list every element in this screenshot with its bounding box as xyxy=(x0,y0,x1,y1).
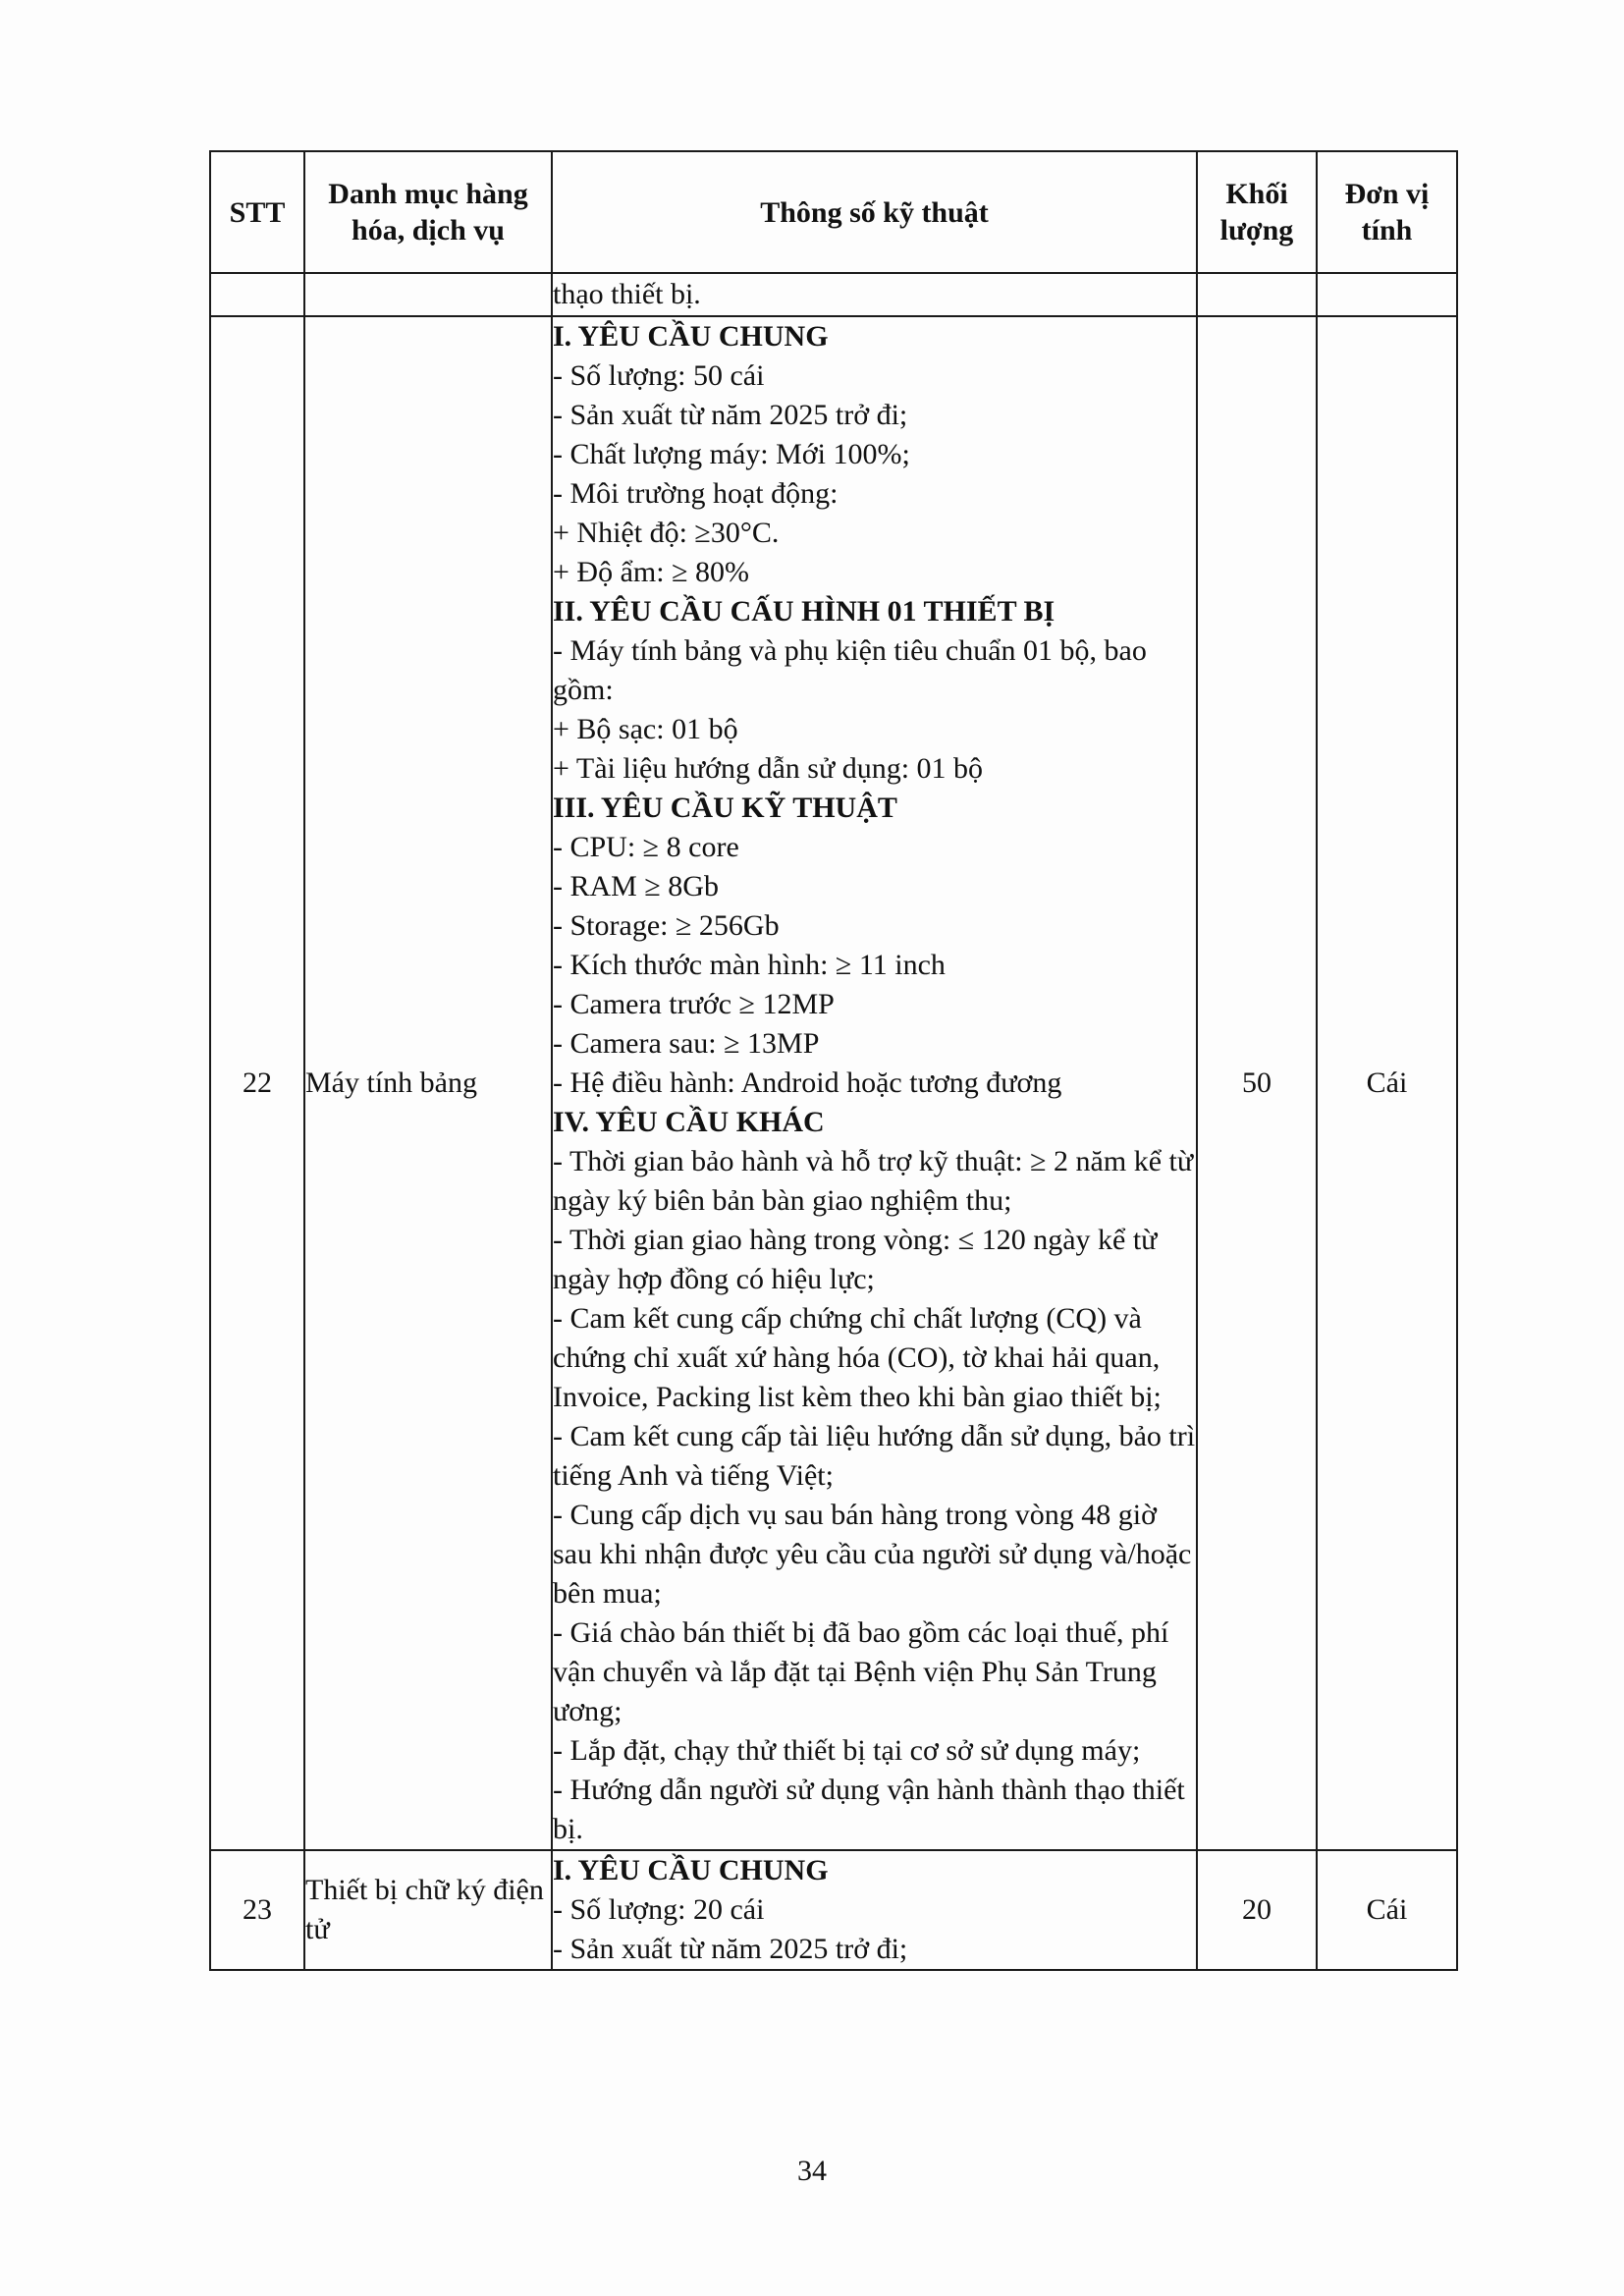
spec-line: - Sản xuất từ năm 2025 trở đi; xyxy=(553,399,908,431)
spec-line: - Cam kết cung cấp chứng chỉ chất lượng (CQ) và chứng chỉ xuất xứ hàng hóa (CO), tờ khai hải quan, Invoice, Packing list kèm theo khi bàn giao thiết bị; xyxy=(553,1302,1162,1413)
continuation-unit xyxy=(1317,273,1457,316)
spec-section-heading: I. YÊU CẦU CHUNG xyxy=(553,320,829,353)
row-stt: 22 xyxy=(210,316,304,1850)
spec-section-heading: IV. YÊU CẦU KHÁC xyxy=(553,1106,825,1138)
spec-line: - Sản xuất từ năm 2025 trở đi; xyxy=(553,1933,908,1965)
spec-line: + Độ ẩm: ≥ 80% xyxy=(553,556,750,588)
table-header-row xyxy=(210,151,1457,273)
spec-line: - Camera trước ≥ 12MP xyxy=(553,988,835,1020)
row-quantity: 50 xyxy=(1197,316,1317,1850)
spec-line: - Chất lượng máy: Mới 100%; xyxy=(553,438,910,470)
spec-line: - Cam kết cung cấp tài liệu hướng dẫn sử dụng, bảo trì tiếng Anh và tiếng Việt; xyxy=(553,1420,1196,1492)
header-stt: STT xyxy=(210,151,304,273)
row-specification xyxy=(552,316,1197,1850)
spec-line: + Bộ sạc: 01 bộ xyxy=(553,713,738,745)
spec-line: - Storage: ≥ 256Gb xyxy=(553,909,780,942)
row-stt: 23 xyxy=(210,1850,304,1970)
spec-line: - Số lượng: 20 cái xyxy=(553,1893,765,1926)
spec-line: - Số lượng: 50 cái xyxy=(553,359,765,392)
spec-line: - Camera sau: ≥ 13MP xyxy=(553,1027,820,1060)
spec-line: + Tài liệu hướng dẫn sử dụng: 01 bộ xyxy=(553,752,984,785)
spec-line: - CPU: ≥ 8 core xyxy=(553,831,739,863)
table-row xyxy=(210,1850,1457,1970)
row-unit: Cái xyxy=(1317,316,1457,1850)
spec-line: - Máy tính bảng và phụ kiện tiêu chuẩn 01 bộ, bao gồm: xyxy=(553,634,1147,706)
row-item-name: Máy tính bảng xyxy=(304,316,552,1850)
spec-line: - Môi trường hoạt động: xyxy=(553,477,839,510)
spec-line: - Giá chào bán thiết bị đã bao gồm các loại thuế, phí vận chuyển và lắp đặt tại Bệnh viện Phụ Sản Trung ương; xyxy=(553,1616,1169,1727)
spec-line: - Hệ điều hành: Android hoặc tương đương xyxy=(553,1066,1062,1099)
header-unit: Đơn vị tính xyxy=(1317,151,1457,273)
spec-line: - Kích thước màn hình: ≥ 11 inch xyxy=(553,949,946,981)
spec-section-heading: II. YÊU CẦU CẤU HÌNH 01 THIẾT BỊ xyxy=(553,595,1056,628)
row-specification xyxy=(552,1850,1197,1970)
spec-line: + Nhiệt độ: ≥30°C. xyxy=(553,517,780,549)
header-specification: Thông số kỹ thuật xyxy=(552,151,1197,273)
spec-line: - Thời gian giao hàng trong vòng: ≤ 120 ngày kể từ ngày hợp đồng có hiệu lực; xyxy=(553,1224,1158,1295)
spec-line: - Thời gian bảo hành và hỗ trợ kỹ thuật: ≥ 2 năm kể từ ngày ký biên bản bàn giao nghiệm thu; xyxy=(553,1145,1194,1217)
page-number: 34 xyxy=(797,2155,827,2187)
row-item-name: Thiết bị chữ ký điện tử xyxy=(304,1850,552,1970)
spec-line: - RAM ≥ 8Gb xyxy=(553,870,719,902)
continuation-spec: thạo thiết bị. xyxy=(552,273,1197,316)
continuation-stt xyxy=(210,273,304,316)
spec-section-heading: I. YÊU CẦU CHUNG xyxy=(553,1854,829,1886)
table-row xyxy=(210,316,1457,1850)
header-quantity: Khối lượng xyxy=(1197,151,1317,273)
continuation-row xyxy=(210,273,1457,316)
spec-line: - Lắp đặt, chạy thử thiết bị tại cơ sở sử dụng máy; xyxy=(553,1734,1141,1767)
continuation-name xyxy=(304,273,552,316)
continuation-qty xyxy=(1197,273,1317,316)
spec-section-heading: III. YÊU CẦU KỸ THUẬT xyxy=(553,792,897,824)
specification-table xyxy=(209,150,1458,1971)
spec-line: - Cung cấp dịch vụ sau bán hàng trong vòng 48 giờ sau khi nhận được yêu cầu của người sử dụng và/hoặc bên mua; xyxy=(553,1499,1192,1610)
spec-line: - Hướng dẫn người sử dụng vận hành thành thạo thiết bị. xyxy=(553,1774,1185,1845)
row-quantity: 20 xyxy=(1197,1850,1317,1970)
header-item-name: Danh mục hàng hóa, dịch vụ xyxy=(304,151,552,273)
row-unit: Cái xyxy=(1317,1850,1457,1970)
